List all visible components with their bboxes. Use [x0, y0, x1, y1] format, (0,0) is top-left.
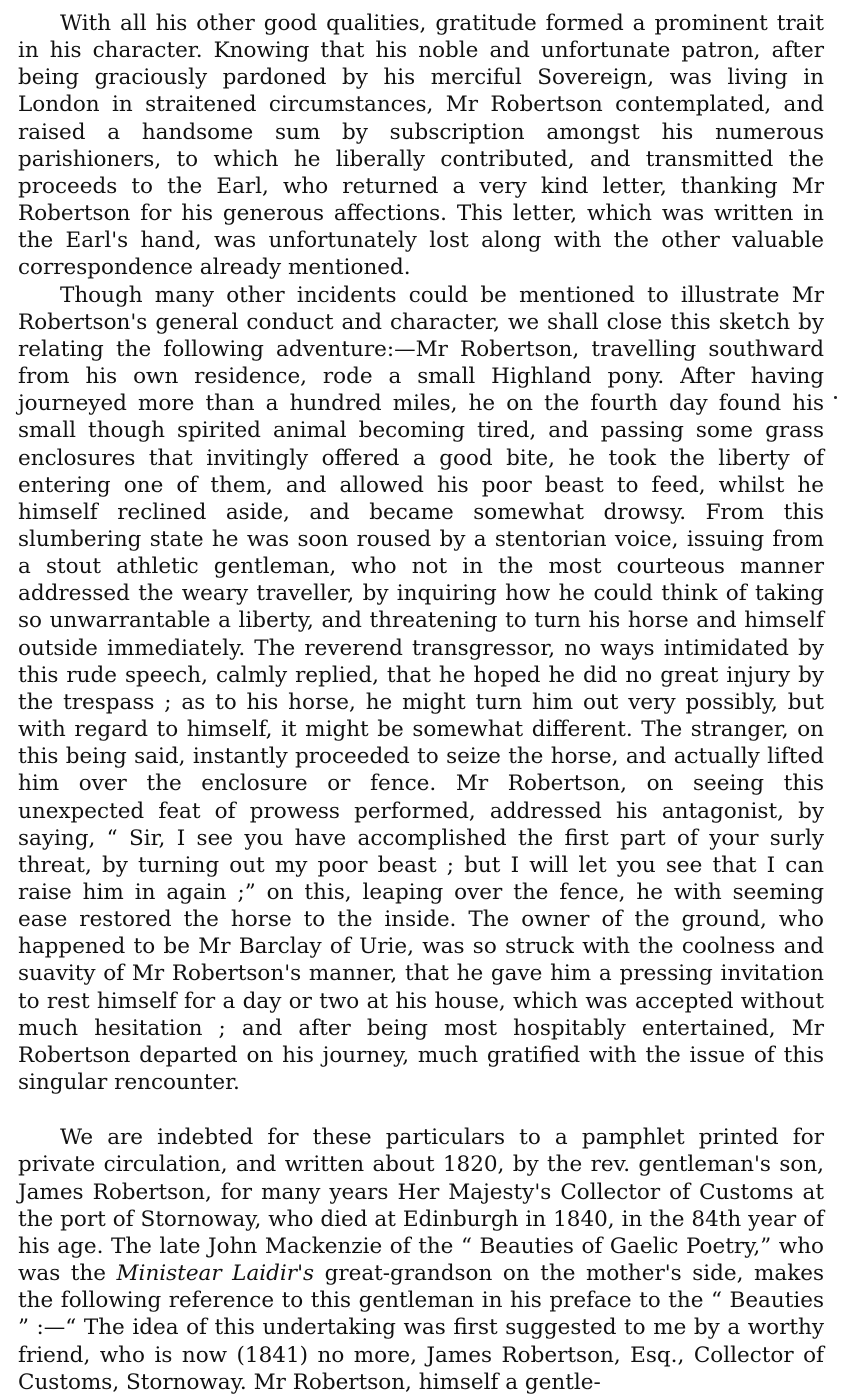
paragraph-sources-text-a: We are indebted for these particulars to a pamphlet printed for private circulation, and written about 1820, by the rev. gentleman's son, James Robertson, for many years Her Majesty's Collector of Customs at the port of Stornoway, who died at Edinburgh in 1840, in the 84th year of his age. The late John Mackenzie of the “ Beauties of Gaelic Poetry,” who was the [18, 1125, 824, 1287]
margin-speck [834, 396, 837, 399]
document-page [18, 10, 824, 1396]
italic-title-ministear-laidir: Ministear Laidir's [116, 1261, 315, 1287]
paragraph-sources-text-b: great-grandson on the mother's side, makes the following reference to this gentleman in his preface to the “ Beauties ” :—“ The idea of this undertaking was first suggested to me by a worthy friend, who is now (1841) no more, James Robertson, Esq., Collector of Customs, Stornoway. Mr Robertson, himself a gentle- [18, 1261, 824, 1395]
paragraph-sources [18, 1124, 824, 1396]
paragraph-gratitude: With all his other good qualities, gratitude formed a prominent trait in his character. Knowing that his noble and unfortunate patron, after being graciously pardoned by his merciful Sovereign, was living in London in straitened circumstances, Mr Robertson contemplated, and raised a handsome sum by subscription amongst his numerous parishioners, to which he liberally contributed, and transmitted the proceeds to the Earl, who returned a very kind letter, thanking Mr Robertson for his generous affections. This letter, which was written in the Earl's hand, was unfortunately lost along with the other valuable correspondence already mentioned. [18, 11, 824, 281]
paragraph-adventure: Though many other incidents could be mentioned to illustrate Mr Robertson's general conduct and character, we shall close this sketch by relating the following adventure:—Mr Robertson, travelling southward from his own residence, rode a small Highland pony. After having journeyed more than a hundred miles, he on the fourth day found his small though spirited animal becoming tired, and passing some grass enclosures that invitingly offered a good bite, he took the liberty of entering one of them, and allowed his poor beast to feed, whilst he himself reclined aside, and became somewhat drowsy. From this slumbering state he was soon roused by a stentorian voice, issuing from a stout athletic gentleman, who not in the most courteous manner addressed the weary traveller, by inquiring how he could think of taking so unwarrantable a liberty, and threatening to turn his horse and himself outside immediately. The reverend transgressor, no ways intimidated by this rude speech, calmly replied, that he hoped he did no great injury by the trespass ; as to his horse, he might turn him out very possibly, but with regard to himself, it might be somewhat different. The stranger, on this being said, instantly proceeded to seize the horse, and actually lifted him over the enclosure or fence. Mr Robertson, on seeing this unexpected feat of prowess performed, addressed his antagonist, by saying, “ Sir, I see you have accomplished the first part of your surly threat, by turning out my poor beast ; but I will let you see that I can raise him in again ;” on this, leaping over the fence, he with seeming ease restored the horse to the inside. The owner of the ground, who happened to be Mr Barclay of Urie, was so struck with the coolness and suavity of Mr Robertson's manner, that he gave him a pressing invitation to rest himself for a day or two at his house, which was accepted without much hesitation ; and after being most hospitably entertained, Mr Robertson departed on his journey, much gratified with the issue of this singular rencounter. [18, 282, 824, 1096]
